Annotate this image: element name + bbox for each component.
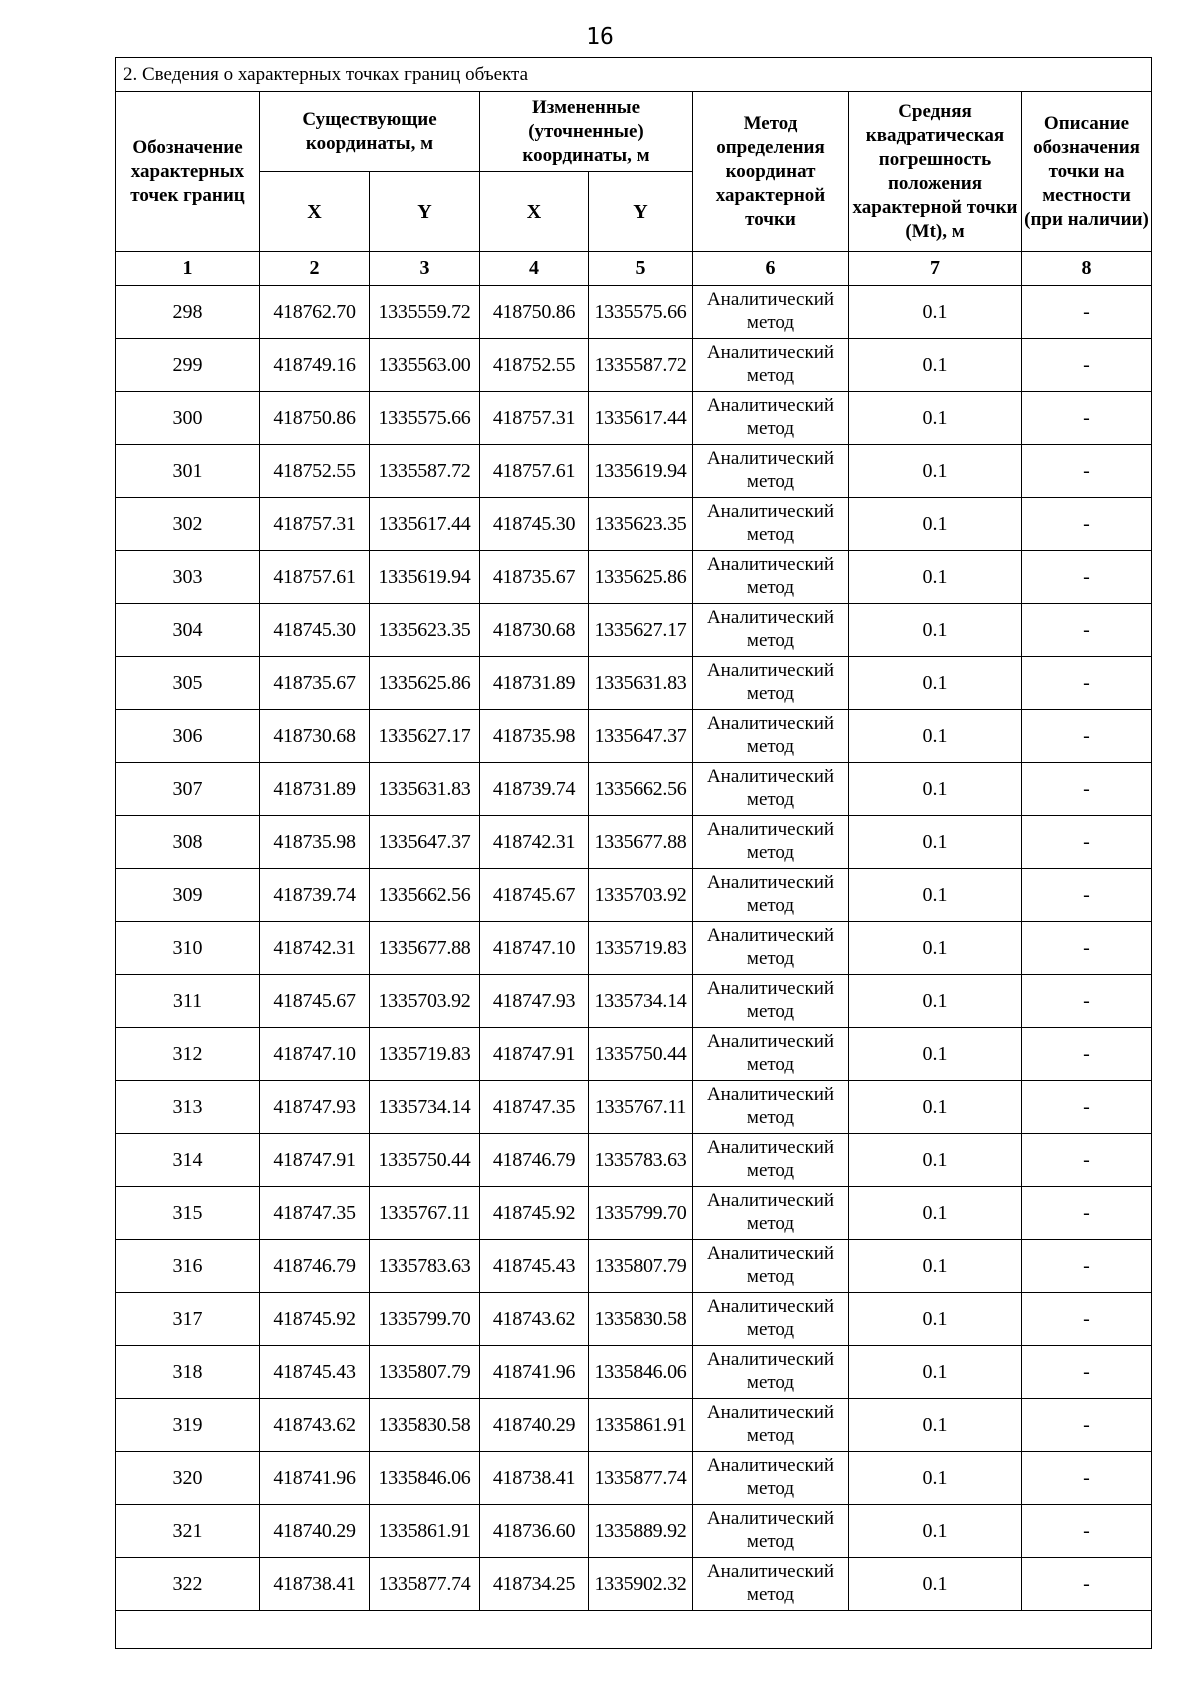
method-cell: Аналитический метод — [693, 1346, 849, 1399]
existing-x-cell: 418738.41 — [260, 1558, 370, 1611]
mean-error-cell: 0.1 — [849, 869, 1022, 922]
description-cell: - — [1022, 1399, 1152, 1452]
changed-y-cell: 1335889.92 — [589, 1505, 693, 1558]
point-id-cell: 309 — [116, 869, 260, 922]
point-id-cell: 319 — [116, 1399, 260, 1452]
existing-y-cell: 1335559.72 — [370, 286, 480, 339]
changed-x-cell: 418745.92 — [480, 1187, 589, 1240]
table-row — [116, 498, 1152, 551]
description-cell: - — [1022, 1293, 1152, 1346]
table-row — [116, 1240, 1152, 1293]
mean-error-cell: 0.1 — [849, 1505, 1022, 1558]
header-changed-x: X — [480, 172, 589, 252]
mean-error-cell: 0.1 — [849, 1028, 1022, 1081]
changed-x-cell: 418745.67 — [480, 869, 589, 922]
method-cell: Аналитический метод — [693, 286, 849, 339]
table-body — [116, 286, 1152, 1649]
point-id-cell: 318 — [116, 1346, 260, 1399]
existing-y-cell: 1335617.44 — [370, 498, 480, 551]
changed-x-cell: 418738.41 — [480, 1452, 589, 1505]
existing-x-cell: 418745.92 — [260, 1293, 370, 1346]
existing-x-cell: 418739.74 — [260, 869, 370, 922]
existing-x-cell: 418735.67 — [260, 657, 370, 710]
method-cell: Аналитический метод — [693, 1028, 849, 1081]
changed-y-cell: 1335647.37 — [589, 710, 693, 763]
existing-y-cell: 1335767.11 — [370, 1187, 480, 1240]
table-row — [116, 286, 1152, 339]
table-row — [116, 869, 1152, 922]
point-id-cell: 307 — [116, 763, 260, 816]
description-cell: - — [1022, 763, 1152, 816]
existing-x-cell: 418745.43 — [260, 1346, 370, 1399]
existing-x-cell: 418731.89 — [260, 763, 370, 816]
method-cell: Аналитический метод — [693, 657, 849, 710]
changed-x-cell: 418736.60 — [480, 1505, 589, 1558]
existing-x-cell: 418740.29 — [260, 1505, 370, 1558]
existing-y-cell: 1335619.94 — [370, 551, 480, 604]
description-cell: - — [1022, 498, 1152, 551]
method-cell: Аналитический метод — [693, 1399, 849, 1452]
existing-x-cell: 418747.93 — [260, 1081, 370, 1134]
existing-y-cell: 1335677.88 — [370, 922, 480, 975]
point-id-cell: 317 — [116, 1293, 260, 1346]
existing-y-cell: 1335647.37 — [370, 816, 480, 869]
existing-y-cell: 1335703.92 — [370, 975, 480, 1028]
changed-x-cell: 418739.74 — [480, 763, 589, 816]
description-cell: - — [1022, 922, 1152, 975]
description-cell: - — [1022, 1240, 1152, 1293]
existing-x-cell: 418757.31 — [260, 498, 370, 551]
existing-y-cell: 1335563.00 — [370, 339, 480, 392]
existing-y-cell: 1335625.86 — [370, 657, 480, 710]
column-numbers-row — [116, 252, 1152, 286]
changed-y-cell: 1335575.66 — [589, 286, 693, 339]
point-id-cell: 299 — [116, 339, 260, 392]
point-id-cell: 321 — [116, 1505, 260, 1558]
mean-error-cell: 0.1 — [849, 1293, 1022, 1346]
existing-y-cell: 1335861.91 — [370, 1505, 480, 1558]
changed-y-cell: 1335846.06 — [589, 1346, 693, 1399]
header-existing-coordinates: Существующие координаты, м — [260, 92, 480, 172]
point-id-cell: 311 — [116, 975, 260, 1028]
changed-y-cell: 1335719.83 — [589, 922, 693, 975]
description-cell: - — [1022, 1505, 1152, 1558]
existing-y-cell: 1335627.17 — [370, 710, 480, 763]
table-row — [116, 1558, 1152, 1611]
table-row — [116, 1505, 1152, 1558]
changed-x-cell: 418752.55 — [480, 339, 589, 392]
point-id-cell: 316 — [116, 1240, 260, 1293]
mean-error-cell: 0.1 — [849, 498, 1022, 551]
header-changed-y: Y — [589, 172, 693, 252]
mean-error-cell: 0.1 — [849, 763, 1022, 816]
method-cell: Аналитический метод — [693, 392, 849, 445]
description-cell: - — [1022, 604, 1152, 657]
changed-x-cell: 418747.93 — [480, 975, 589, 1028]
method-cell: Аналитический метод — [693, 816, 849, 869]
changed-x-cell: 418742.31 — [480, 816, 589, 869]
description-cell: - — [1022, 445, 1152, 498]
description-cell: - — [1022, 286, 1152, 339]
mean-error-cell: 0.1 — [849, 1240, 1022, 1293]
changed-y-cell: 1335877.74 — [589, 1452, 693, 1505]
changed-y-cell: 1335617.44 — [589, 392, 693, 445]
description-cell: - — [1022, 657, 1152, 710]
mean-error-cell: 0.1 — [849, 551, 1022, 604]
mean-error-cell: 0.1 — [849, 922, 1022, 975]
changed-y-cell: 1335750.44 — [589, 1028, 693, 1081]
method-cell: Аналитический метод — [693, 1505, 849, 1558]
existing-x-cell: 418742.31 — [260, 922, 370, 975]
changed-y-cell: 1335767.11 — [589, 1081, 693, 1134]
existing-y-cell: 1335719.83 — [370, 1028, 480, 1081]
header-method: Метод определения координат характерной точки — [693, 92, 849, 252]
changed-x-cell: 418745.43 — [480, 1240, 589, 1293]
description-cell: - — [1022, 339, 1152, 392]
changed-x-cell: 418741.96 — [480, 1346, 589, 1399]
existing-x-cell: 418762.70 — [260, 286, 370, 339]
column-number: 8 — [1022, 252, 1152, 286]
table-row — [116, 1293, 1152, 1346]
changed-x-cell: 418734.25 — [480, 1558, 589, 1611]
description-cell: - — [1022, 392, 1152, 445]
method-cell: Аналитический метод — [693, 763, 849, 816]
description-cell: - — [1022, 551, 1152, 604]
changed-y-cell: 1335619.94 — [589, 445, 693, 498]
header-existing-y: Y — [370, 172, 480, 252]
existing-y-cell: 1335750.44 — [370, 1134, 480, 1187]
existing-x-cell: 418747.91 — [260, 1134, 370, 1187]
existing-y-cell: 1335877.74 — [370, 1558, 480, 1611]
column-number: 3 — [370, 252, 480, 286]
method-cell: Аналитический метод — [693, 1134, 849, 1187]
table-row — [116, 1452, 1152, 1505]
changed-y-cell: 1335627.17 — [589, 604, 693, 657]
header-description: Описание обозначения точки на местности (при наличии) — [1022, 92, 1152, 252]
header-mean-error: Средняя квадратическая погрешность положения характерной точки (Mt), м — [849, 92, 1022, 252]
mean-error-cell: 0.1 — [849, 710, 1022, 763]
existing-y-cell: 1335587.72 — [370, 445, 480, 498]
changed-x-cell: 418743.62 — [480, 1293, 589, 1346]
point-id-cell: 303 — [116, 551, 260, 604]
method-cell: Аналитический метод — [693, 975, 849, 1028]
description-cell: - — [1022, 869, 1152, 922]
changed-x-cell: 418731.89 — [480, 657, 589, 710]
changed-x-cell: 418740.29 — [480, 1399, 589, 1452]
existing-y-cell: 1335575.66 — [370, 392, 480, 445]
existing-x-cell: 418745.67 — [260, 975, 370, 1028]
mean-error-cell: 0.1 — [849, 1187, 1022, 1240]
method-cell: Аналитический метод — [693, 1293, 849, 1346]
column-number: 5 — [589, 252, 693, 286]
existing-x-cell: 418747.10 — [260, 1028, 370, 1081]
point-id-cell: 313 — [116, 1081, 260, 1134]
changed-y-cell: 1335902.32 — [589, 1558, 693, 1611]
description-cell: - — [1022, 1558, 1152, 1611]
header-designation: Обозначение характерных точек границ — [116, 92, 260, 252]
description-cell: - — [1022, 1081, 1152, 1134]
mean-error-cell: 0.1 — [849, 339, 1022, 392]
method-cell: Аналитический метод — [693, 604, 849, 657]
table-row — [116, 657, 1152, 710]
table-row — [116, 816, 1152, 869]
mean-error-cell: 0.1 — [849, 1399, 1022, 1452]
mean-error-cell: 0.1 — [849, 1452, 1022, 1505]
existing-y-cell: 1335807.79 — [370, 1346, 480, 1399]
method-cell: Аналитический метод — [693, 922, 849, 975]
changed-y-cell: 1335631.83 — [589, 657, 693, 710]
method-cell: Аналитический метод — [693, 498, 849, 551]
changed-x-cell: 418735.67 — [480, 551, 589, 604]
mean-error-cell: 0.1 — [849, 1558, 1022, 1611]
changed-y-cell: 1335625.86 — [589, 551, 693, 604]
point-id-cell: 312 — [116, 1028, 260, 1081]
header-changed-coordinates: Измененные (уточненные) координаты, м — [480, 92, 693, 172]
table-row — [116, 392, 1152, 445]
page-number: 16 — [586, 24, 614, 50]
point-id-cell: 300 — [116, 392, 260, 445]
description-cell: - — [1022, 1452, 1152, 1505]
column-number: 1 — [116, 252, 260, 286]
table-row — [116, 339, 1152, 392]
mean-error-cell: 0.1 — [849, 445, 1022, 498]
mean-error-cell: 0.1 — [849, 392, 1022, 445]
empty-row — [116, 1611, 1152, 1649]
changed-x-cell: 418757.31 — [480, 392, 589, 445]
existing-x-cell: 418743.62 — [260, 1399, 370, 1452]
table-row — [116, 1081, 1152, 1134]
point-id-cell: 298 — [116, 286, 260, 339]
mean-error-cell: 0.1 — [849, 1134, 1022, 1187]
mean-error-cell: 0.1 — [849, 1346, 1022, 1399]
existing-y-cell: 1335734.14 — [370, 1081, 480, 1134]
changed-x-cell: 418747.35 — [480, 1081, 589, 1134]
description-cell: - — [1022, 710, 1152, 763]
existing-x-cell: 418741.96 — [260, 1452, 370, 1505]
point-id-cell: 301 — [116, 445, 260, 498]
existing-y-cell: 1335830.58 — [370, 1399, 480, 1452]
table-row — [116, 1134, 1152, 1187]
point-id-cell: 302 — [116, 498, 260, 551]
existing-x-cell: 418750.86 — [260, 392, 370, 445]
changed-x-cell: 418735.98 — [480, 710, 589, 763]
changed-y-cell: 1335830.58 — [589, 1293, 693, 1346]
changed-y-cell: 1335799.70 — [589, 1187, 693, 1240]
table-row — [116, 1028, 1152, 1081]
changed-y-cell: 1335587.72 — [589, 339, 693, 392]
changed-x-cell: 418750.86 — [480, 286, 589, 339]
changed-y-cell: 1335734.14 — [589, 975, 693, 1028]
method-cell: Аналитический метод — [693, 1452, 849, 1505]
existing-y-cell: 1335783.63 — [370, 1240, 480, 1293]
changed-x-cell: 418757.61 — [480, 445, 589, 498]
changed-y-cell: 1335623.35 — [589, 498, 693, 551]
existing-x-cell: 418752.55 — [260, 445, 370, 498]
existing-x-cell: 418749.16 — [260, 339, 370, 392]
changed-x-cell: 418746.79 — [480, 1134, 589, 1187]
method-cell: Аналитический метод — [693, 1558, 849, 1611]
mean-error-cell: 0.1 — [849, 604, 1022, 657]
method-cell: Аналитический метод — [693, 551, 849, 604]
table-row — [116, 1346, 1152, 1399]
description-cell: - — [1022, 816, 1152, 869]
point-id-cell: 306 — [116, 710, 260, 763]
point-id-cell: 320 — [116, 1452, 260, 1505]
changed-x-cell: 418747.91 — [480, 1028, 589, 1081]
mean-error-cell: 0.1 — [849, 816, 1022, 869]
mean-error-cell: 0.1 — [849, 1081, 1022, 1134]
changed-y-cell: 1335662.56 — [589, 763, 693, 816]
changed-x-cell: 418730.68 — [480, 604, 589, 657]
existing-y-cell: 1335631.83 — [370, 763, 480, 816]
existing-x-cell: 418730.68 — [260, 710, 370, 763]
description-cell: - — [1022, 1134, 1152, 1187]
changed-y-cell: 1335783.63 — [589, 1134, 693, 1187]
method-cell: Аналитический метод — [693, 1187, 849, 1240]
changed-y-cell: 1335703.92 — [589, 869, 693, 922]
changed-x-cell: 418747.10 — [480, 922, 589, 975]
changed-x-cell: 418745.30 — [480, 498, 589, 551]
method-cell: Аналитический метод — [693, 445, 849, 498]
changed-y-cell: 1335677.88 — [589, 816, 693, 869]
table-row — [116, 1187, 1152, 1240]
point-id-cell: 310 — [116, 922, 260, 975]
description-cell: - — [1022, 1346, 1152, 1399]
existing-x-cell: 418746.79 — [260, 1240, 370, 1293]
point-id-cell: 304 — [116, 604, 260, 657]
mean-error-cell: 0.1 — [849, 286, 1022, 339]
table-row — [116, 445, 1152, 498]
existing-x-cell: 418757.61 — [260, 551, 370, 604]
column-number: 4 — [480, 252, 589, 286]
table-row — [116, 922, 1152, 975]
table-row — [116, 604, 1152, 657]
existing-x-cell: 418747.35 — [260, 1187, 370, 1240]
table-row — [116, 710, 1152, 763]
mean-error-cell: 0.1 — [849, 657, 1022, 710]
mean-error-cell: 0.1 — [849, 975, 1022, 1028]
existing-y-cell: 1335623.35 — [370, 604, 480, 657]
existing-y-cell: 1335662.56 — [370, 869, 480, 922]
table-row — [116, 1399, 1152, 1452]
column-number: 7 — [849, 252, 1022, 286]
existing-x-cell: 418735.98 — [260, 816, 370, 869]
existing-y-cell: 1335846.06 — [370, 1452, 480, 1505]
changed-y-cell: 1335807.79 — [589, 1240, 693, 1293]
existing-x-cell: 418745.30 — [260, 604, 370, 657]
header-existing-x: X — [260, 172, 370, 252]
description-cell: - — [1022, 975, 1152, 1028]
method-cell: Аналитический метод — [693, 710, 849, 763]
section-title: 2. Сведения о характерных точках границ объекта — [116, 58, 1152, 92]
column-number: 2 — [260, 252, 370, 286]
existing-y-cell: 1335799.70 — [370, 1293, 480, 1346]
column-number: 6 — [693, 252, 849, 286]
empty-cell — [116, 1611, 1152, 1649]
description-cell: - — [1022, 1028, 1152, 1081]
table-row — [116, 551, 1152, 604]
method-cell: Аналитический метод — [693, 1081, 849, 1134]
point-id-cell: 322 — [116, 1558, 260, 1611]
method-cell: Аналитический метод — [693, 869, 849, 922]
changed-y-cell: 1335861.91 — [589, 1399, 693, 1452]
boundary-points-table — [115, 57, 1152, 1649]
method-cell: Аналитический метод — [693, 339, 849, 392]
method-cell: Аналитический метод — [693, 1240, 849, 1293]
point-id-cell: 315 — [116, 1187, 260, 1240]
description-cell: - — [1022, 1187, 1152, 1240]
point-id-cell: 305 — [116, 657, 260, 710]
table-row — [116, 975, 1152, 1028]
point-id-cell: 314 — [116, 1134, 260, 1187]
table-row — [116, 763, 1152, 816]
point-id-cell: 308 — [116, 816, 260, 869]
